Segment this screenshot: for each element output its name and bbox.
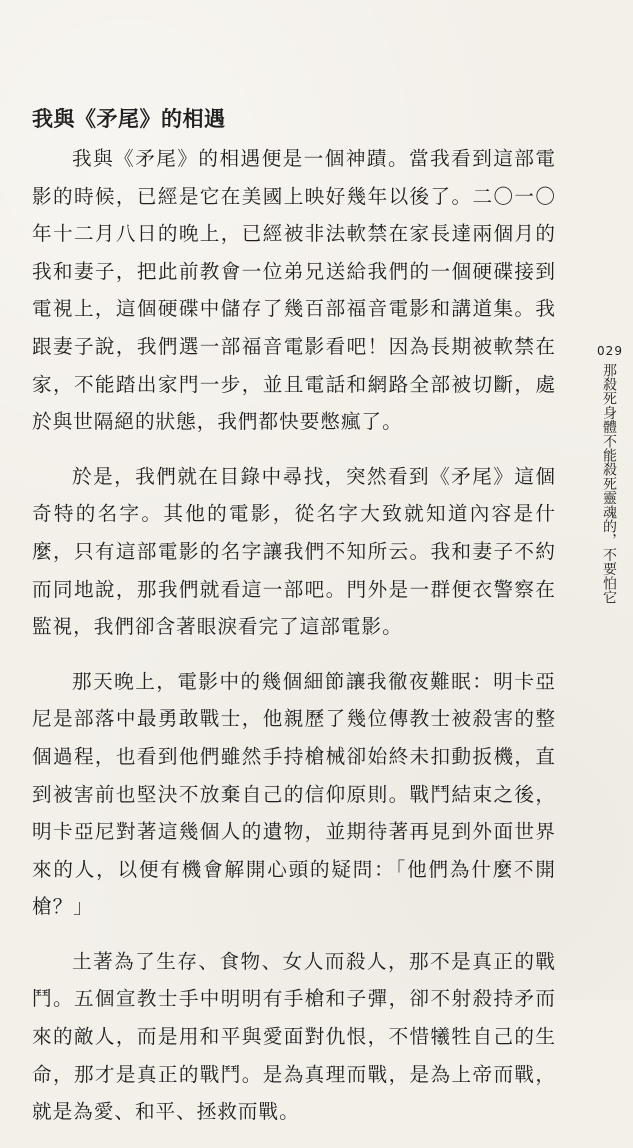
paragraph-2: 於是，我們就在目錄中尋找，突然看到《矛尾》這個奇特的名字。其他的電影，從名字大致就知道內容是什麼，只有這部電影的名字讓我們不知所云。我和妻子不約而同地說，那我們就看這一部吧。門外是一群便衣警察在監視，我們卻含著眼淚看完了這部電影。 xyxy=(32,464,556,639)
paragraph-4: 土著為了生存、食物、女人而殺人，那不是真正的戰鬥。五個宣教士手中明明有手槍和子彈，卻不射殺持矛而來的敵人，而是用和平與愛面對仇恨，不惜犧牲自己的生命，那才是真正的戰鬥。是為真理而戰，是為上帝而戰，就是為愛、和平、拯救而戰。 xyxy=(32,949,556,1124)
running-title: 那殺死身體不能殺死靈魂的，不要怕它 xyxy=(601,363,617,605)
paragraph-3: 那天晚上，電影中的幾個細節讓我徹夜難眠：明卡亞尼是部落中最勇敢戰士，他親歷了幾位傳教士被殺害的整個過程，也看到他們雖然手持槍械卻始終未扣動扳機，直到被害前也堅決不放棄自己的信仰原則。戰鬥結束之後，明卡亞尼對著這幾個人的遺物，並期待著再見到外面世界來的人，以便有機會解開心頭的疑問：「他們為什麼不開槍？」 xyxy=(32,669,556,919)
paragraph-1: 我與《矛尾》的相遇便是一個神蹟。當我看到這部電影的時候，已經是它在美國上映好幾年以後了。二〇一〇年十二月八日的晚上，已經被非法軟禁在家長達兩個月的我和妻子，把此前教會一位弟兄送給我們的一個硬碟接到電視上，這個硬碟中儲存了幾百部福音電影和講道集。我跟妻子說，我們選一部福音電影看吧！因為長期被軟禁在家，不能踏出家門一步，並且電話和網路全部被切斷，處於與世隔絕的狀態，我們都快要憋瘋了。 xyxy=(32,147,556,434)
side-rail xyxy=(590,343,630,604)
section-heading: 我與《矛尾》的相遇 xyxy=(32,107,226,131)
body-text xyxy=(32,140,556,1148)
page-number: 029 xyxy=(597,344,623,358)
